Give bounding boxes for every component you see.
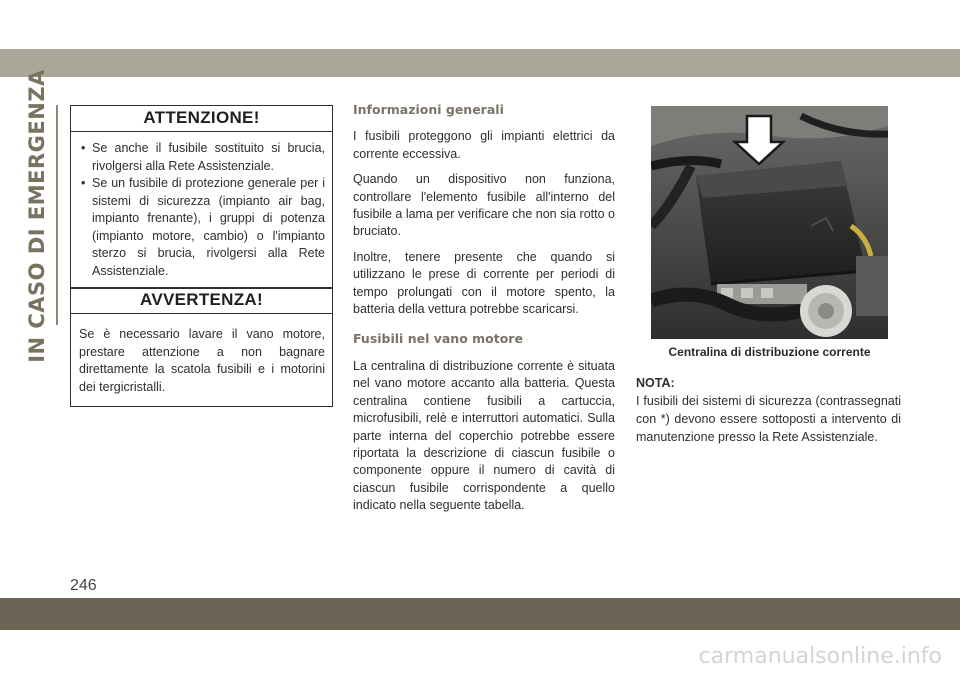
section-heading-fusibili: Fusibili nel vano motore: [353, 331, 523, 347]
footer-band: [0, 598, 960, 630]
note-title: NOTA:: [636, 376, 675, 390]
chapter-tab: [22, 69, 52, 363]
attenzione-item: • Se un fusibile di protezione generale per i sistemi di sicurezza (impianto air bag, impianto frenante), i gruppi di potenza (impianto motore, cambio) o l'impianto sterzo si brucia, rivolgersi alla Rete Assistenziale.: [79, 175, 325, 280]
engine-fuse-box-photo: [651, 106, 888, 339]
attenzione-box: [70, 105, 333, 289]
page-number: 246: [70, 577, 97, 594]
chapter-divider: [56, 105, 58, 325]
paragraph: Inoltre, tenere presente che quando si utilizzano le prese di corrente per periodi di tempo prolungati con il motore spento, la batteria della vettura potrebbe scaricarsi.: [353, 249, 615, 317]
attenzione-title: ATTENZIONE!: [71, 106, 332, 132]
section-heading-informazioni: Informazioni generali: [353, 102, 504, 117]
note-block: [636, 374, 901, 446]
engine-photo-illustration: [651, 106, 888, 339]
attenzione-list: [71, 132, 332, 288]
note-text: I fusibili dei sistemi di sicurezza (contrassegnati con *) devono essere sottoposti a intervento di manutenzione presso la Rete Assistenziale.: [636, 394, 901, 444]
avvertenza-box: [70, 287, 333, 407]
header-band: [0, 49, 960, 77]
figure-caption: Centralina di distribuzione corrente: [668, 345, 871, 359]
avvertenza-title: AVVERTENZA!: [71, 288, 332, 314]
attenzione-item: • Se anche il fusibile sostituito si brucia, rivolgersi alla Rete Assistenziale.: [79, 140, 325, 175]
paragraph: La centralina di distribuzione corrente è situata nel vano motore accanto alla batteria. Questa centralina contiene fusibili a cartuccia, microfusibili, relè e interruttori automatici. Sulla parte interna del coperchio potrebbe essere riportata la descrizione di ciascun fusibile o componente oppure il numero di cavità di ciascun fusibile corrispondente a quello indicato nella seguente tabella.: [353, 358, 615, 513]
watermark-text: carmanualsonline.info: [0, 630, 960, 678]
paragraph: Quando un dispositivo non funziona, controllare l'elemento fusibile all'interno del fusibile a lama per verificare che non sia rotto o bruciato.: [353, 172, 615, 239]
main-text-column: [353, 101, 615, 523]
avvertenza-text: Se è necessario lavare il vano motore, prestare attenzione a non bagnare direttamente la scatola fusibili e i motorini dei tergicristalli.: [79, 327, 325, 394]
paragraph: I fusibili proteggono gli impianti elettrici da corrente eccessiva.: [353, 129, 615, 161]
chapter-tab-label: IN CASO DI EMERGENZA: [25, 69, 49, 363]
